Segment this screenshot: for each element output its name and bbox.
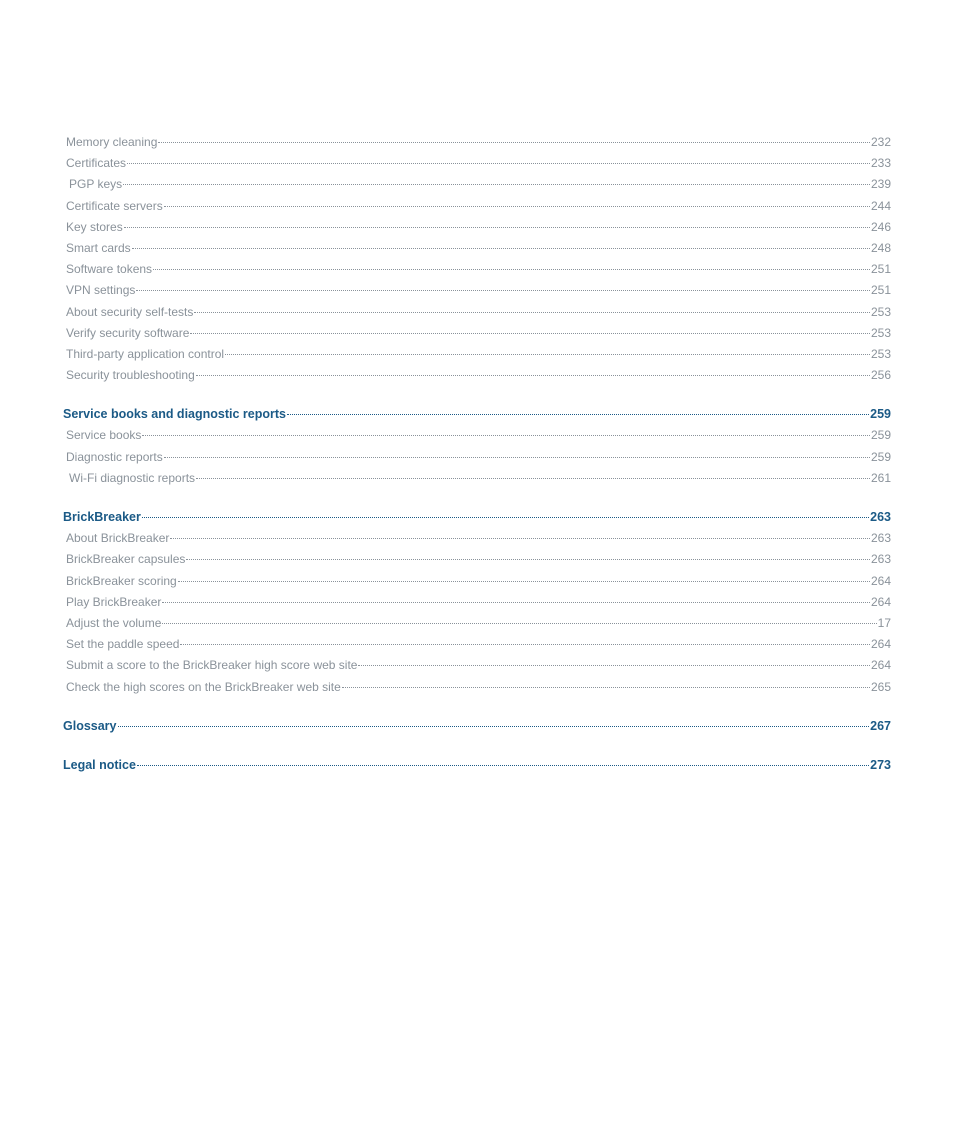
toc-entry-software-tokens[interactable] [63,259,891,280]
toc-entry-play-brickbreaker[interactable] [63,592,891,613]
dot-leader [164,456,870,458]
toc-entry-page: 261 [870,470,891,485]
dot-leader [142,434,870,436]
dot-leader [158,141,870,143]
dot-leader [136,289,870,291]
toc-entry-service-books[interactable] [63,425,891,446]
toc-entry-page: 259 [870,428,891,443]
dot-leader [180,643,870,645]
toc-entry-title: Certificates [66,156,127,171]
toc-entry-page: 264 [870,658,891,673]
toc-entry-title: Wi-Fi diagnostic reports [69,470,196,485]
section-gap [63,698,891,716]
section-gap [63,489,891,507]
toc-heading-title: Service books and diagnostic reports [63,407,286,422]
toc-entry-page: 251 [870,262,891,277]
toc-entry-memory-cleaning[interactable] [63,132,891,153]
toc-entry-page: 263 [870,552,891,567]
toc-entry-title: Diagnostic reports [66,449,163,464]
toc-heading-title: BrickBreaker [63,510,141,524]
toc-heading-page: 273 [870,757,891,772]
toc-entry-set-the-paddle-speed[interactable] [63,634,891,655]
toc-entry-title: Adjust the volume [66,615,162,630]
dot-leader [186,558,870,560]
toc-entry-page: 246 [870,219,891,234]
toc-entry-title: Submit a score to the BrickBreaker high score web site [66,658,358,673]
dot-leader [170,537,870,539]
section-gap [63,386,891,404]
toc-entry-title: Smart cards [66,240,131,255]
toc-entry-about-security-self-tests[interactable] [63,302,891,323]
toc-entry-page: 232 [870,135,891,149]
toc-entry-page: 239 [870,177,891,192]
toc-entry-page: 233 [870,156,891,171]
dot-leader [342,686,870,688]
toc-entry-page: 248 [870,240,891,255]
toc-heading-page: 267 [870,718,891,733]
toc-heading-title: Glossary [63,718,117,733]
toc-entry-title: About BrickBreaker [66,531,170,546]
toc-entry-title: Third-party application control [66,346,225,361]
toc-entry-page: 264 [870,594,891,609]
toc-entry-brickbreaker-scoring[interactable] [63,571,891,592]
toc-entry-page: 253 [870,346,891,361]
toc-entry-wifi-diagnostic-reports[interactable] [63,468,891,489]
dot-leader [225,353,870,355]
toc-entry-page: 263 [870,531,891,546]
section-gap [63,737,891,755]
toc-entry-title: Service books [66,428,142,443]
toc-entry-title: Check the high scores on the BrickBreaker web site [66,679,341,694]
dot-leader [162,622,876,624]
toc-entry-verify-security-software[interactable] [63,323,891,344]
toc-heading-glossary[interactable] [63,716,891,737]
dot-leader [132,247,870,249]
table-of-contents [63,132,891,776]
toc-entry-title: BrickBreaker capsules [66,552,186,567]
toc-entry-title: Play BrickBreaker [66,594,162,609]
toc-entry-vpn-settings[interactable] [63,280,891,301]
toc-entry-title: Software tokens [66,262,153,277]
toc-entry-key-stores[interactable] [63,217,891,238]
dot-leader [127,162,870,164]
toc-entry-smart-cards[interactable] [63,238,891,259]
toc-entry-about-brickbreaker[interactable] [63,528,891,549]
dot-leader [194,311,870,313]
toc-entry-page: 244 [870,198,891,213]
toc-entry-brickbreaker-capsules[interactable] [63,549,891,570]
toc-entry-adjust-the-volume[interactable] [63,613,891,634]
toc-entry-diagnostic-reports[interactable] [63,447,891,468]
dot-leader [123,183,870,185]
dot-leader [137,764,869,766]
dot-leader [153,268,870,270]
toc-entry-title: Set the paddle speed [66,637,180,652]
toc-entry-title: VPN settings [66,283,136,298]
dot-leader [162,601,870,603]
dot-leader [196,477,870,479]
dot-leader [196,374,870,376]
toc-heading-service-books[interactable] [63,404,891,425]
toc-entry-title: Key stores [66,219,123,234]
toc-entry-title: PGP keys [69,177,123,192]
dot-leader [164,205,870,207]
toc-entry-title: Verify security software [66,325,190,340]
toc-entry-title: About security self-tests [66,304,194,319]
toc-entry-title: BrickBreaker scoring [66,573,177,588]
toc-entry-page: 256 [870,368,891,383]
toc-entry-submit-a-score[interactable] [63,655,891,676]
toc-entry-page: 251 [870,283,891,298]
toc-entry-pgp-keys[interactable] [63,174,891,195]
toc-heading-page: 263 [870,510,891,524]
toc-entry-page: 259 [870,449,891,464]
toc-entry-page: 17 [877,615,891,630]
toc-entry-page: 253 [870,325,891,340]
dot-leader [124,226,870,228]
toc-heading-title: Legal notice [63,757,136,772]
dot-leader [118,725,870,727]
toc-entry-page: 264 [870,573,891,588]
toc-entry-check-the-high-scores[interactable] [63,677,891,698]
toc-entry-security-troubleshooting[interactable] [63,365,891,386]
toc-entry-title: Certificate servers [66,198,163,213]
toc-entry-title: Memory cleaning [66,135,158,149]
dot-leader [190,332,870,334]
toc-heading-legal-notice[interactable] [63,755,891,776]
toc-entry-page: 253 [870,304,891,319]
dot-leader [178,580,870,582]
toc-entry-certificates[interactable] [63,153,891,174]
toc-heading-page: 259 [870,407,891,422]
toc-entry-third-party-application-control[interactable] [63,344,891,365]
toc-heading-brickbreaker[interactable] [63,507,891,528]
toc-entry-title: Security troubleshooting [66,368,195,383]
toc-entry-certificate-servers[interactable] [63,196,891,217]
dot-leader [358,664,870,666]
toc-entry-page: 265 [870,679,891,694]
dot-leader [142,516,869,518]
toc-entry-page: 264 [870,637,891,652]
dot-leader [287,413,869,415]
